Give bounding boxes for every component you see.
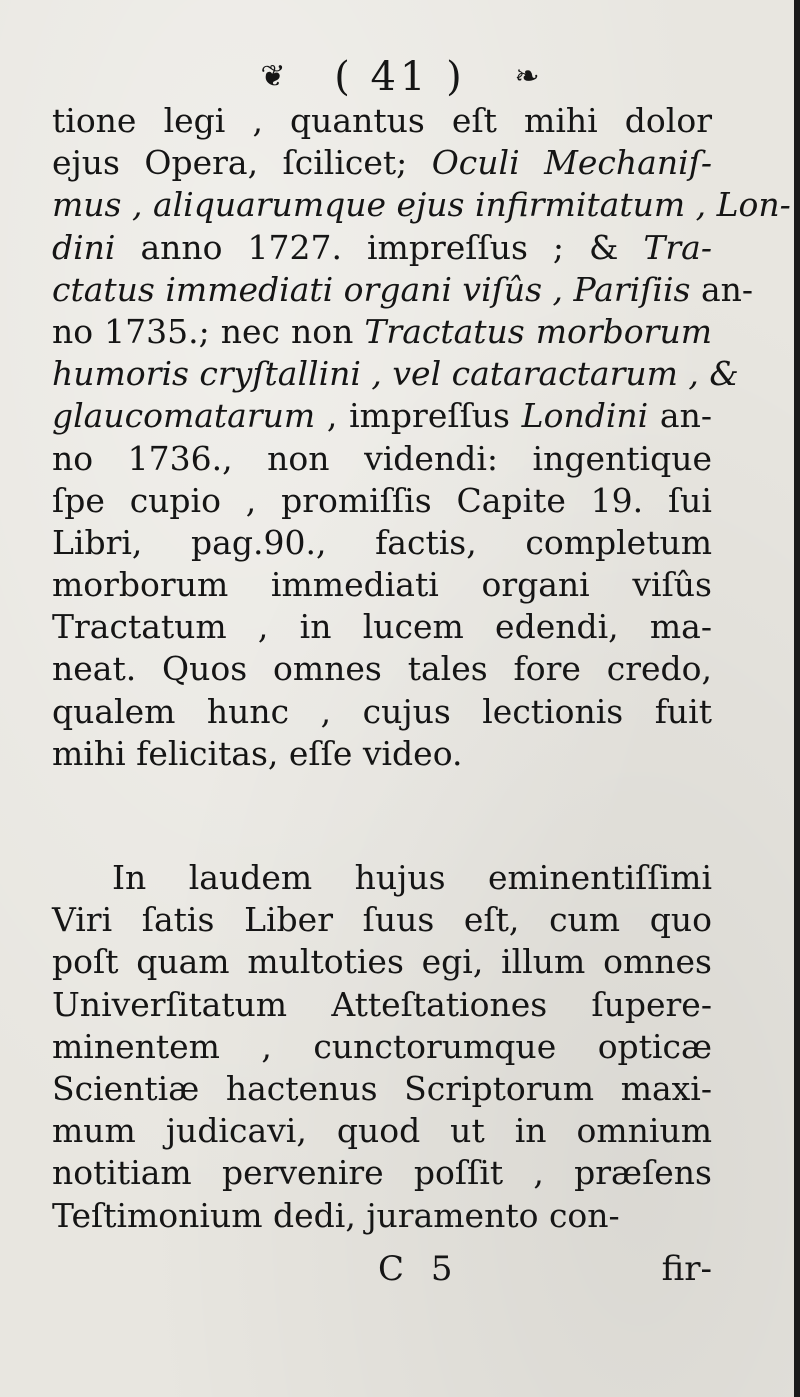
- roman-segment: Libri, pag.90., factis, completum: [52, 522, 712, 562]
- italic-segment: Tra-: [643, 227, 712, 267]
- text-line: [52, 606, 712, 648]
- roman-segment: qualem hunc , cujus lectionis fuit: [52, 691, 712, 731]
- italic-segment: Londini: [521, 396, 649, 436]
- text-line: [52, 184, 791, 226]
- text-line: [52, 227, 712, 269]
- roman-segment: an-: [690, 269, 754, 309]
- text-line: [52, 480, 712, 522]
- text-line: [52, 1068, 712, 1110]
- text-line: [52, 100, 712, 142]
- roman-segment: poſt quam multoties egi, illum omnes: [52, 942, 712, 982]
- text-line: [52, 648, 712, 690]
- roman-segment: mihi felicitas, eſſe video.: [52, 733, 463, 773]
- roman-segment: anno 1727. impreſſus ; &: [115, 227, 644, 267]
- text-line: [52, 1026, 712, 1068]
- text-line: [52, 522, 712, 564]
- italic-segment: glaucomatarum: [52, 396, 316, 436]
- roman-segment: , impreſſus: [315, 396, 522, 436]
- roman-segment: tione legi , quantus eſt mihi dolor: [52, 101, 712, 140]
- italic-segment: humoris cryſtallini , vel cataractarum , &: [52, 354, 739, 394]
- roman-segment: Scientiæ hactenus Scriptorum maxi-: [52, 1068, 712, 1108]
- italic-segment: ctatus immediati organi viſûs , Pariſiis: [52, 269, 691, 309]
- text-line: [52, 438, 712, 480]
- roman-segment: mum judicavi, quod ut in omnium: [52, 1111, 712, 1151]
- roman-segment: In laudem hujus eminentiſſimi: [112, 858, 712, 897]
- left-ornament-icon: ❦: [260, 59, 286, 94]
- italic-segment: dini: [52, 227, 116, 267]
- page-footer: [52, 1245, 712, 1293]
- roman-segment: Tractatum , in lucem edendi, ma-: [52, 607, 712, 647]
- running-header: [0, 46, 800, 105]
- text-line: [52, 142, 712, 184]
- roman-segment: no 1735.; nec non: [52, 311, 365, 351]
- right-ornament-icon: ❧: [514, 59, 540, 94]
- signature-mark: C 5: [378, 1249, 461, 1289]
- catchword: fir-: [661, 1249, 712, 1289]
- roman-segment: ſpe cupio , promiſſis Capite 19. ſui: [52, 480, 712, 520]
- text-line: [52, 1152, 712, 1194]
- italic-segment: Oculi Mechaniſ-: [431, 143, 712, 183]
- text-line: [52, 857, 712, 899]
- roman-segment: minentem , cunctorumque opticæ: [52, 1026, 712, 1066]
- page-edge-shadow: [794, 0, 800, 1397]
- text-line: [52, 564, 712, 606]
- text-line: [52, 395, 712, 437]
- text-line: [52, 1110, 712, 1152]
- paragraph-2: [52, 857, 712, 1237]
- text-line: [52, 311, 712, 353]
- italic-segment: Tractatus morborum: [364, 311, 712, 351]
- italic-segment: mus , aliquarumque ejus infirmitatum , Lon-: [52, 185, 791, 225]
- text-line: [52, 899, 712, 941]
- text-line: [52, 353, 739, 395]
- roman-segment: notitiam pervenire poſſit , præſens: [52, 1153, 712, 1193]
- text-line: [52, 733, 712, 775]
- roman-segment: neat. Quos omnes tales fore credo,: [52, 649, 712, 689]
- paragraph-1: [52, 100, 791, 775]
- roman-segment: Univerſitatum Atteſtationes ſupere-: [52, 984, 712, 1024]
- roman-segment: morborum immediati organi viſûs: [52, 565, 712, 605]
- text-line: [52, 691, 712, 733]
- paragraph-gap: [52, 775, 712, 857]
- text-line: [52, 941, 712, 983]
- page-number: ( 41 ): [334, 54, 466, 100]
- page-body: [52, 100, 791, 1237]
- text-line: [52, 1195, 712, 1237]
- roman-segment: Teſtimonium dedi, juramento con-: [52, 1195, 620, 1235]
- roman-segment: Viri ſatis Liber ſuus eſt, cum quo: [52, 900, 712, 940]
- roman-segment: ejus Opera, ſcilicet;: [52, 143, 432, 183]
- roman-segment: no 1736., non videndi: ingentique: [52, 438, 712, 478]
- text-line: [52, 984, 712, 1026]
- roman-segment: an-: [648, 396, 712, 436]
- text-line: [52, 269, 754, 311]
